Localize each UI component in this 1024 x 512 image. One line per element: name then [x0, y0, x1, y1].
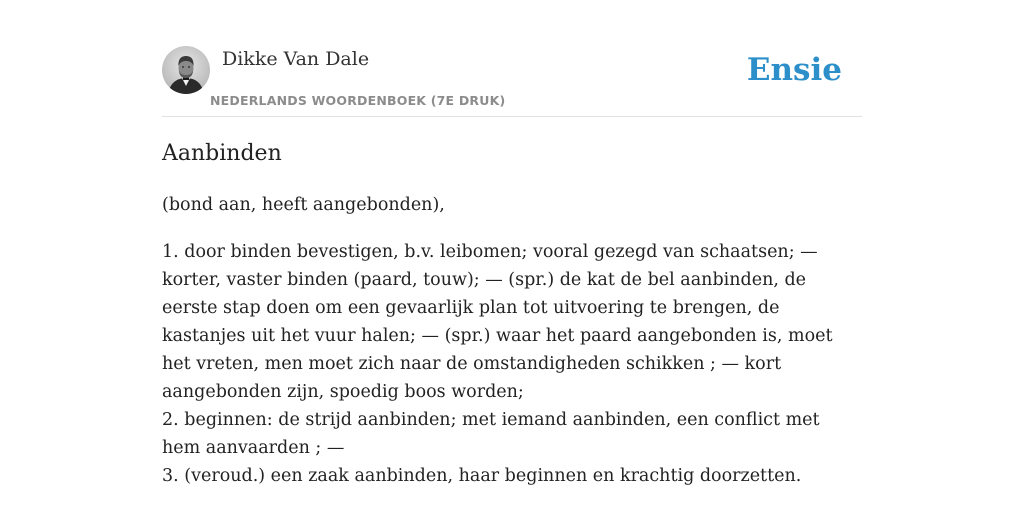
definition-sense-3: 3. (veroud.) een zaak aanbinden, haar beginnen en krachtig doorzetten. — [162, 466, 802, 486]
entry-grammar: (bond aan, heeft aangebonden), — [162, 195, 445, 215]
author-avatar[interactable] — [162, 46, 210, 94]
author-portrait-icon — [162, 46, 210, 94]
definition-sense-2: 2. beginnen: de strijd aanbinden; met iemand aanbinden, een conflict met hem aanvaarden ; — — [162, 410, 820, 458]
ensie-logo[interactable]: Ensie — [746, 52, 842, 88]
author-name[interactable]: Dikke Van Dale — [222, 48, 370, 70]
header — [162, 46, 862, 117]
entry-term: Aanbinden — [162, 141, 282, 166]
dictionary-source: NEDERLANDS WOORDENBOEK (7E DRUK) — [210, 93, 506, 108]
definition-sense-1: 1. door binden bevestigen, b.v. leibomen; vooral gezegd van schaatsen; — korter, vaster binden (paard, touw); — (spr.) de kat de bel aanbinden, de eerste stap doen om een gevaarlijk plan tot uitvoering te brengen, de kastanjes uit het vuur halen; — (spr.) waar het paard aangebonden is, moet het vreten, men moet zich naar de omstandigheden schikken ; — kort aangebonden zijn, spoedig boos worden; — [162, 242, 833, 402]
entry-definition — [162, 238, 862, 490]
entry-content — [162, 138, 862, 490]
